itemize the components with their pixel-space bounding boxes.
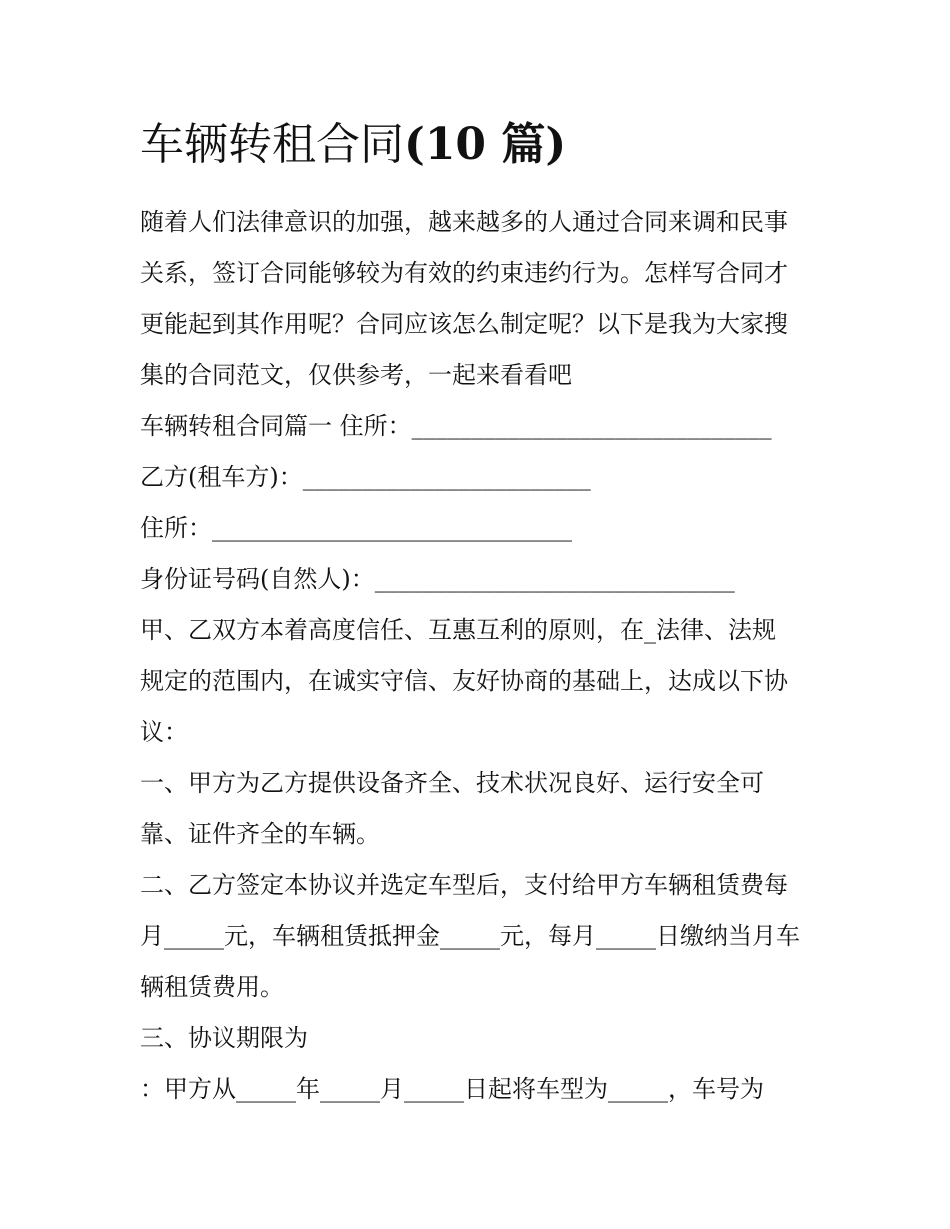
body-line-id-field: 身份证号码(自然人)：______________________________: [140, 565, 735, 593]
clause-three: 三、协议期限为: [140, 1024, 308, 1052]
clause-one: 一、甲方为乙方提供设备齐全、技术状况良好、运行安全可: [140, 769, 764, 797]
clause-two: 二、乙方签定本协议并选定车型后，支付给甲方车辆租赁费每: [140, 871, 788, 899]
body-line: 议：: [140, 718, 188, 746]
title-text: 车辆转租合同: [140, 119, 404, 170]
body-line: 关系，签订合同能够较为有效的约束违约行为。怎样写合同才: [140, 259, 788, 287]
body-line-address-field: 住所：______________________________: [140, 514, 572, 542]
body-line: 随着人们法律意识的加强，越来越多的人通过合同来调和民事: [140, 208, 788, 236]
body-line: 更能起到其作用呢？合同应该怎么制定呢？以下是我为大家搜: [140, 310, 788, 338]
body-line: 集的合同范文，仅供参考，一起来看看吧: [140, 361, 572, 389]
body-line-party-b-field: 乙方(租车方)：________________________: [140, 463, 591, 491]
title-count: (10 篇): [404, 119, 567, 170]
body-line: 规定的范围内，在诚实守信、友好协商的基础上，达成以下协: [140, 667, 788, 695]
body-line-address-field: 车辆转租合同篇一 住所：______________________________: [140, 412, 772, 440]
clause-two-cont: 辆租赁费用。: [140, 973, 284, 1001]
clause-three-cont: ：甲方从_____年_____月_____日起将车型为_____，车号为: [140, 1075, 764, 1103]
document-body: [140, 197, 820, 1115]
body-line: 甲、乙双方本着高度信任、互惠互利的原则，在_法律、法规: [140, 616, 776, 644]
clause-one-cont: 靠、证件齐全的车辆。: [140, 820, 380, 848]
document-title: [140, 112, 566, 178]
clause-two-cont: 月_____元，车辆租赁抵押金_____元，每月_____日缴纳当月车: [140, 922, 800, 950]
